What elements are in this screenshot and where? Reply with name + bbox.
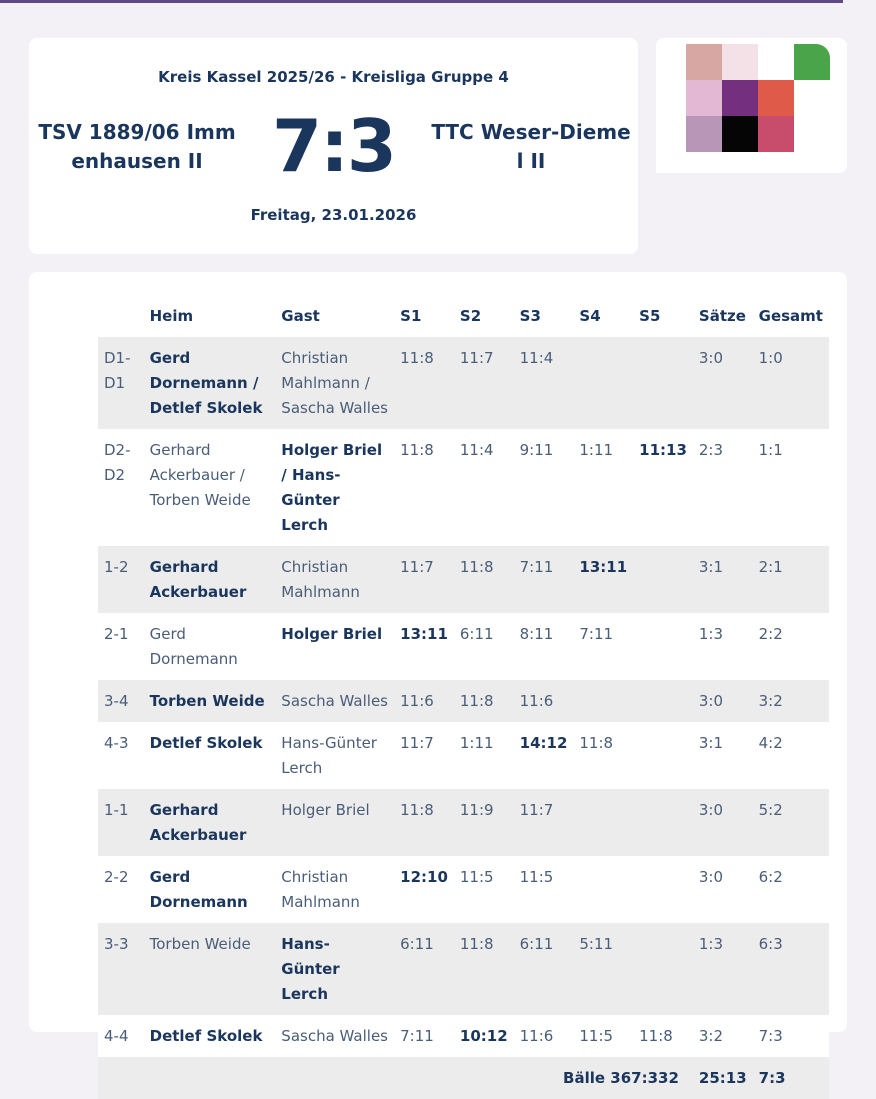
guest-player: Holger Briel — [275, 789, 394, 856]
guest-player: Hans-Günter Lerch — [275, 722, 394, 789]
match-grand-total: 7:3 — [753, 1057, 829, 1099]
running-total: 1:1 — [753, 429, 829, 546]
sets-total: 3:1 — [693, 546, 753, 613]
results-table — [98, 298, 829, 1099]
set-score — [573, 856, 633, 923]
sets-total: 3:1 — [693, 722, 753, 789]
logo-tile — [758, 44, 794, 80]
guest-player: Sascha Walles — [275, 680, 394, 722]
home-player: Gerhard Ackerbauer — [144, 546, 276, 613]
set-score: 11:8 — [454, 680, 514, 722]
top-accent-line — [0, 0, 843, 3]
column-header: Heim — [149, 307, 194, 325]
set-score: 11:8 — [454, 546, 514, 613]
logo-tile — [686, 80, 722, 116]
set-score: 11:5 — [573, 1015, 633, 1057]
league-title: Kreis Kassel 2025/26 - Kreisliga Gruppe 4 — [158, 68, 509, 86]
summary-spacer — [98, 1057, 394, 1099]
set-score: 11:6 — [514, 680, 574, 722]
logo-tile — [758, 80, 794, 116]
sets-total: 2:3 — [693, 429, 753, 546]
home-player: Gerhard Ackerbauer — [144, 789, 276, 856]
set-score: 7:11 — [514, 546, 574, 613]
logo-tile — [722, 80, 758, 116]
running-total: 3:2 — [753, 680, 829, 722]
set-score: 11:8 — [633, 1015, 693, 1057]
home-player: Gerhard Ackerbauer / Torben Weide — [144, 429, 276, 546]
table-row[interactable] — [98, 613, 829, 680]
sets-total: 3:0 — [693, 856, 753, 923]
results-card — [29, 272, 847, 1087]
running-total: 2:1 — [753, 546, 829, 613]
sets-total: 3:0 — [693, 680, 753, 722]
set-score: 11:5 — [454, 856, 514, 923]
table-row[interactable] — [98, 789, 829, 856]
set-score: 11:8 — [394, 337, 454, 429]
table-row[interactable] — [98, 546, 829, 613]
logo-tile — [722, 116, 758, 152]
match-score: 7:3 — [272, 104, 395, 188]
set-score: 10:12 — [454, 1015, 514, 1057]
table-row[interactable] — [98, 923, 829, 1015]
set-score: 11:8 — [573, 722, 633, 789]
set-score: 6:11 — [394, 923, 454, 1015]
sets-total: 1:3 — [693, 613, 753, 680]
sets-total: 1:3 — [693, 923, 753, 1015]
table-row[interactable] — [98, 1015, 829, 1057]
set-score: 14:12 — [514, 722, 574, 789]
set-score: 11:9 — [454, 789, 514, 856]
logo-tile — [758, 116, 794, 152]
column-header: Gast — [281, 307, 320, 325]
home-player: Detlef Skolek — [144, 1015, 276, 1057]
set-score: 11:8 — [454, 923, 514, 1015]
match-position: 3-3 — [98, 923, 144, 1015]
home-player: Torben Weide — [144, 680, 276, 722]
set-score: 1:11 — [573, 429, 633, 546]
column-header: S5 — [639, 307, 661, 325]
column-header — [98, 298, 144, 337]
guest-player: Christian Mahlmann — [275, 546, 394, 613]
set-score: 11:8 — [394, 429, 454, 546]
logo-tile — [722, 44, 758, 80]
column-header: S2 — [459, 307, 482, 325]
set-score: 11:7 — [454, 337, 514, 429]
match-position: 1-2 — [98, 546, 144, 613]
table-row[interactable] — [98, 337, 829, 429]
home-team-name[interactable]: TSV 1889/06 Immenhausen II — [38, 120, 236, 173]
set-score: 11:6 — [514, 1015, 574, 1057]
guest-player: Sascha Walles — [275, 1015, 394, 1057]
logo-tile — [686, 44, 722, 80]
set-score: 5:11 — [573, 923, 633, 1015]
set-score: 1:11 — [454, 722, 514, 789]
set-score — [633, 613, 693, 680]
summary-row — [98, 1057, 829, 1099]
running-total: 1:0 — [753, 337, 829, 429]
match-position: 2-1 — [98, 613, 144, 680]
sets-grand-total: 25:13 — [693, 1057, 753, 1099]
set-score — [633, 680, 693, 722]
set-score: 11:6 — [394, 680, 454, 722]
column-header: S1 — [400, 307, 422, 325]
club-logo-icon — [686, 44, 794, 152]
guest-player: Christian Mahlmann / Sascha Walles — [275, 337, 394, 429]
table-row[interactable] — [98, 722, 829, 789]
logo-tile — [686, 116, 722, 152]
set-score: 11:5 — [514, 856, 574, 923]
column-header: Gesamt — [758, 307, 823, 325]
table-row[interactable] — [98, 856, 829, 923]
match-position: 1-1 — [98, 789, 144, 856]
balls-total: Bälle 367:332 — [394, 1057, 693, 1099]
set-score: 11:4 — [514, 337, 574, 429]
column-header: S4 — [579, 307, 601, 325]
guest-player: Holger Briel / Hans-Günter Lerch — [275, 429, 394, 546]
sets-total: 3:2 — [693, 1015, 753, 1057]
match-position: D2-D2 — [98, 429, 144, 546]
set-score — [633, 856, 693, 923]
sets-total: 3:0 — [693, 337, 753, 429]
running-total: 2:2 — [753, 613, 829, 680]
match-position: 2-2 — [98, 856, 144, 923]
guest-team-name[interactable]: TTC Weser-Diemel II — [431, 120, 631, 173]
running-total: 6:3 — [753, 923, 829, 1015]
set-score: 11:13 — [633, 429, 693, 546]
home-player: Gerd Dornemann / Detlef Skolek — [144, 337, 276, 429]
table-row[interactable] — [98, 680, 829, 722]
set-score — [633, 546, 693, 613]
home-player: Torben Weide — [144, 923, 276, 1015]
match-position: 4-3 — [98, 722, 144, 789]
set-score — [573, 337, 633, 429]
home-player: Gerd Dornemann — [144, 856, 276, 923]
set-score: 7:11 — [394, 1015, 454, 1057]
set-score: 7:11 — [573, 613, 633, 680]
set-score: 11:4 — [454, 429, 514, 546]
set-score: 6:11 — [514, 923, 574, 1015]
logo-tab-icon — [794, 44, 830, 80]
logo-mask — [656, 153, 811, 173]
set-score: 13:11 — [394, 613, 454, 680]
running-total: 6:2 — [753, 856, 829, 923]
home-player: Gerd Dornemann — [144, 613, 276, 680]
table-row[interactable] — [98, 429, 829, 546]
home-player: Detlef Skolek — [144, 722, 276, 789]
running-total: 5:2 — [753, 789, 829, 856]
set-score: 9:11 — [514, 429, 574, 546]
set-score — [633, 923, 693, 1015]
match-header-card — [29, 38, 638, 254]
set-score — [573, 789, 633, 856]
set-score — [573, 680, 633, 722]
club-logo-card — [656, 38, 847, 173]
table-header-row — [98, 298, 829, 337]
match-position: 4-4 — [98, 1015, 144, 1057]
set-score: 6:11 — [454, 613, 514, 680]
set-score: 13:11 — [573, 546, 633, 613]
set-score: 11:8 — [394, 789, 454, 856]
set-score: 11:7 — [514, 789, 574, 856]
column-header: S3 — [519, 307, 541, 325]
set-score — [633, 722, 693, 789]
guest-player: Hans-Günter Lerch — [275, 923, 394, 1015]
match-position: D1-D1 — [98, 337, 144, 429]
set-score: 11:7 — [394, 722, 454, 789]
set-score: 12:10 — [394, 856, 454, 923]
sets-total: 3:0 — [693, 789, 753, 856]
set-score: 11:7 — [394, 546, 454, 613]
set-score: 8:11 — [514, 613, 574, 680]
guest-player: Christian Mahlmann — [275, 856, 394, 923]
set-score — [633, 337, 693, 429]
guest-player: Holger Briel — [275, 613, 394, 680]
running-total: 7:3 — [753, 1015, 829, 1057]
match-position: 3-4 — [98, 680, 144, 722]
column-header: Sätze — [698, 307, 746, 325]
running-total: 4:2 — [753, 722, 829, 789]
set-score — [633, 789, 693, 856]
match-date: Freitag, 23.01.2026 — [250, 206, 417, 224]
